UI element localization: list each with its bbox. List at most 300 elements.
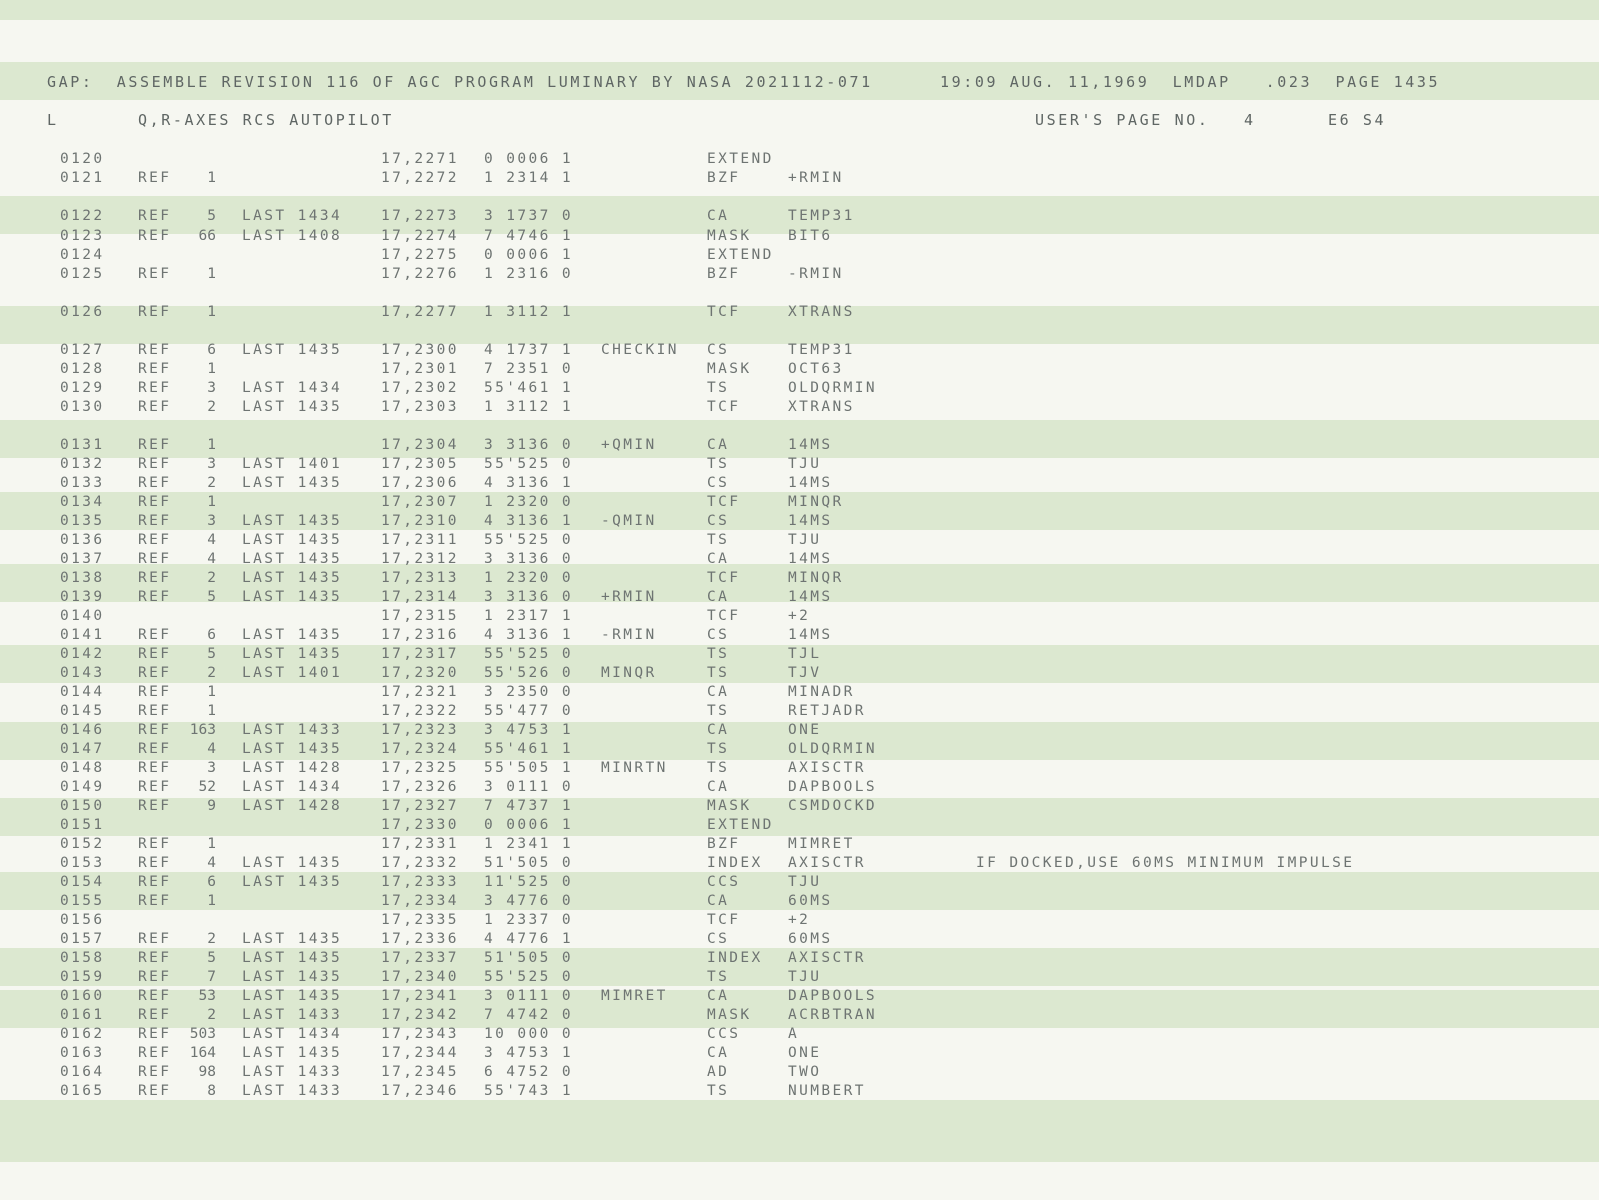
memory-address: 17,2337: [381, 950, 459, 966]
operand: MINQR: [788, 494, 844, 510]
memory-address: 17,2311: [381, 532, 459, 548]
opcode: CS: [707, 627, 730, 643]
line-number: 0146: [60, 722, 105, 738]
memory-address: 17,2305: [381, 456, 459, 472]
ref-tag: REF: [138, 551, 172, 567]
octal-word: 1 3112 1: [484, 399, 574, 415]
ref-count: 6: [207, 874, 216, 890]
operand: MINQR: [788, 570, 844, 586]
last-reference: LAST 1435: [242, 532, 343, 548]
operand: CSMDOCKD: [788, 798, 878, 814]
operand: +2: [788, 608, 811, 624]
ref-tag: REF: [138, 399, 172, 415]
octal-word: 11'525 0: [484, 874, 574, 890]
operand: TJU: [788, 874, 822, 890]
last-reference: LAST 1433: [242, 1083, 343, 1099]
last-reference: LAST 1435: [242, 399, 343, 415]
memory-address: 17,2344: [381, 1045, 459, 1061]
last-reference: LAST 1435: [242, 931, 343, 947]
header-line-1: [0, 73, 1599, 91]
listing-line: [0, 721, 1599, 739]
listing-line: [0, 873, 1599, 891]
ref-tag: REF: [138, 475, 172, 491]
ref-count: 3: [207, 456, 216, 472]
line-number: 0138: [60, 570, 105, 586]
operand: ONE: [788, 1045, 822, 1061]
operand: AXISCTR: [788, 855, 866, 871]
octal-word: 3 1737 0: [484, 208, 574, 224]
ref-tag: REF: [138, 1026, 172, 1042]
operand: TJU: [788, 532, 822, 548]
listing-line: [0, 227, 1599, 245]
operand: RETJADR: [788, 703, 866, 719]
opcode: CA: [707, 551, 730, 567]
listing-line: [0, 493, 1599, 511]
line-number: 0160: [60, 988, 105, 1004]
ref-tag: REF: [138, 779, 172, 795]
ref-tag: REF: [138, 170, 172, 186]
ref-tag: REF: [138, 969, 172, 985]
listing-line: [0, 645, 1599, 663]
symbol-label: MIMRET: [601, 988, 668, 1004]
octal-word: 3 3136 0: [484, 589, 574, 605]
last-reference: LAST 1428: [242, 798, 343, 814]
ref-tag: REF: [138, 1007, 172, 1023]
memory-address: 17,2345: [381, 1064, 459, 1080]
opcode: CS: [707, 342, 730, 358]
ref-count: 2: [207, 475, 216, 491]
last-reference: LAST 1433: [242, 1064, 343, 1080]
operand: TJU: [788, 456, 822, 472]
octal-word: 1 2317 1: [484, 608, 574, 624]
last-reference: LAST 1435: [242, 551, 343, 567]
line-number: 0122: [60, 208, 105, 224]
memory-address: 17,2325: [381, 760, 459, 776]
symbol-label: +RMIN: [601, 589, 657, 605]
ref-count: 1: [207, 304, 216, 320]
opcode: CCS: [707, 874, 741, 890]
octal-word: 1 3112 1: [484, 304, 574, 320]
operand: 14MS: [788, 513, 833, 529]
ref-tag: REF: [138, 494, 172, 510]
listing-line: [0, 607, 1599, 625]
listing-line: [0, 569, 1599, 587]
octal-word: 3 0111 0: [484, 988, 574, 1004]
opcode: TS: [707, 969, 730, 985]
last-reference: LAST 1435: [242, 969, 343, 985]
opcode: TCF: [707, 494, 741, 510]
ref-tag: REF: [138, 380, 172, 396]
line-number: 0152: [60, 836, 105, 852]
ref-count: 1: [207, 494, 216, 510]
ref-count: 2: [207, 665, 216, 681]
listing-line: [0, 207, 1599, 225]
ref-tag: REF: [138, 874, 172, 890]
last-reference: LAST 1434: [242, 380, 343, 396]
line-number: 0128: [60, 361, 105, 377]
ref-count: 5: [207, 646, 216, 662]
line-number: 0121: [60, 170, 105, 186]
opcode: CA: [707, 893, 730, 909]
memory-address: 17,2304: [381, 437, 459, 453]
memory-address: 17,2276: [381, 266, 459, 282]
last-reference: LAST 1433: [242, 722, 343, 738]
octal-word: 0 0006 1: [484, 151, 574, 167]
last-reference: LAST 1434: [242, 1026, 343, 1042]
ref-tag: REF: [138, 570, 172, 586]
operand: MINADR: [788, 684, 855, 700]
operand: 14MS: [788, 475, 833, 491]
ref-tag: REF: [138, 950, 172, 966]
last-reference: LAST 1433: [242, 1007, 343, 1023]
ref-count: 8: [207, 1083, 216, 1099]
line-number: 0161: [60, 1007, 105, 1023]
operand: 14MS: [788, 589, 833, 605]
operand: AXISCTR: [788, 760, 866, 776]
memory-address: 17,2333: [381, 874, 459, 890]
memory-address: 17,2343: [381, 1026, 459, 1042]
ref-tag: REF: [138, 988, 172, 1004]
last-reference: LAST 1401: [242, 456, 343, 472]
operand: TEMP31: [788, 208, 855, 224]
octal-word: 3 4753 1: [484, 722, 574, 738]
line-number: 0142: [60, 646, 105, 662]
ref-tag: REF: [138, 836, 172, 852]
ref-count: 1: [207, 266, 216, 282]
listing-line: [0, 626, 1599, 644]
line-number: 0165: [60, 1083, 105, 1099]
opcode: BZF: [707, 170, 741, 186]
last-reference: LAST 1435: [242, 475, 343, 491]
operand: TJV: [788, 665, 822, 681]
symbol-label: -QMIN: [601, 513, 657, 529]
last-reference: LAST 1428: [242, 760, 343, 776]
opcode: CS: [707, 513, 730, 529]
line-number: 0147: [60, 741, 105, 757]
memory-address: 17,2346: [381, 1083, 459, 1099]
octal-word: 51'505 0: [484, 950, 574, 966]
opcode: TCF: [707, 912, 741, 928]
memory-address: 17,2275: [381, 247, 459, 263]
ref-tag: REF: [138, 893, 172, 909]
line-number: 0153: [60, 855, 105, 871]
memory-address: 17,2316: [381, 627, 459, 643]
line-number: 0124: [60, 247, 105, 263]
memory-address: 17,2303: [381, 399, 459, 415]
last-reference: LAST 1435: [242, 570, 343, 586]
ref-count: 3: [207, 760, 216, 776]
listing-line: [0, 531, 1599, 549]
line-number: 0148: [60, 760, 105, 776]
opcode: TCF: [707, 570, 741, 586]
last-reference: LAST 1408: [242, 228, 343, 244]
opcode: TCF: [707, 304, 741, 320]
memory-address: 17,2313: [381, 570, 459, 586]
opcode: INDEX: [707, 950, 763, 966]
octal-word: 55'525 0: [484, 456, 574, 472]
octal-word: 1 2316 0: [484, 266, 574, 282]
ref-count: 163: [189, 722, 216, 738]
ref-count: 2: [207, 1007, 216, 1023]
ref-count: 66: [198, 228, 216, 244]
opcode: CS: [707, 931, 730, 947]
listing-line: [0, 360, 1599, 378]
line-number: 0127: [60, 342, 105, 358]
operand: XTRANS: [788, 399, 855, 415]
opcode: CA: [707, 988, 730, 1004]
opcode: TS: [707, 665, 730, 681]
octal-word: 4 3136 1: [484, 475, 574, 491]
listing-line: [0, 341, 1599, 359]
ref-count: 4: [207, 551, 216, 567]
memory-address: 17,2312: [381, 551, 459, 567]
octal-word: 3 2350 0: [484, 684, 574, 700]
header-date-page: 19:09 AUG. 11,1969 LMDAP .023 PAGE 1435: [940, 73, 1441, 91]
listing-line: [0, 1006, 1599, 1024]
listing-line: [0, 702, 1599, 720]
memory-address: 17,2336: [381, 931, 459, 947]
listing-line: [0, 379, 1599, 397]
opcode: TS: [707, 456, 730, 472]
opcode: AD: [707, 1064, 730, 1080]
line-number: 0158: [60, 950, 105, 966]
octal-word: 3 4776 0: [484, 893, 574, 909]
last-reference: LAST 1435: [242, 950, 343, 966]
ref-tag: REF: [138, 208, 172, 224]
listing-line: [0, 664, 1599, 682]
last-reference: LAST 1434: [242, 208, 343, 224]
ref-tag: REF: [138, 722, 172, 738]
octal-word: 1 2337 0: [484, 912, 574, 928]
ref-count: 1: [207, 684, 216, 700]
header-title: GAP: ASSEMBLE REVISION 116 OF AGC PROGRAM LUMINARY BY NASA 2021112-071: [47, 73, 873, 91]
ref-tag: REF: [138, 1083, 172, 1099]
ref-tag: REF: [138, 589, 172, 605]
memory-address: 17,2277: [381, 304, 459, 320]
octal-word: 7 4742 0: [484, 1007, 574, 1023]
line-number: 0164: [60, 1064, 105, 1080]
memory-address: 17,2324: [381, 741, 459, 757]
octal-word: 7 4737 1: [484, 798, 574, 814]
comment: IF DOCKED,USE 60MS MINIMUM IMPULSE: [976, 855, 1355, 871]
ref-count: 1: [207, 361, 216, 377]
ref-tag: REF: [138, 342, 172, 358]
last-reference: LAST 1435: [242, 855, 343, 871]
last-reference: LAST 1401: [242, 665, 343, 681]
operand: TJU: [788, 969, 822, 985]
ref-tag: REF: [138, 456, 172, 472]
listing-line: [0, 588, 1599, 606]
listing-line: [0, 759, 1599, 777]
opcode: TS: [707, 1083, 730, 1099]
listing-line: [0, 740, 1599, 758]
opcode: INDEX: [707, 855, 763, 871]
operand: DAPBOOLS: [788, 988, 878, 1004]
ref-count: 7: [207, 969, 216, 985]
last-reference: LAST 1435: [242, 646, 343, 662]
memory-address: 17,2335: [381, 912, 459, 928]
operand: OCT63: [788, 361, 844, 377]
octal-word: 4 3136 1: [484, 513, 574, 529]
ref-tag: REF: [138, 304, 172, 320]
section-title: Q,R-AXES RCS AUTOPILOT: [138, 111, 394, 129]
memory-address: 17,2327: [381, 798, 459, 814]
octal-word: 55'525 0: [484, 532, 574, 548]
listing-line: [0, 303, 1599, 321]
octal-word: 4 4776 1: [484, 931, 574, 947]
operand: BIT6: [788, 228, 833, 244]
octal-word: 55'526 0: [484, 665, 574, 681]
listing-line: [0, 398, 1599, 416]
opcode: MASK: [707, 361, 752, 377]
memory-address: 17,2330: [381, 817, 459, 833]
opcode: CA: [707, 1045, 730, 1061]
memory-address: 17,2273: [381, 208, 459, 224]
memory-address: 17,2271: [381, 151, 459, 167]
memory-address: 17,2321: [381, 684, 459, 700]
octal-word: 3 0111 0: [484, 779, 574, 795]
operand: 14MS: [788, 437, 833, 453]
opcode: TS: [707, 703, 730, 719]
opcode: CA: [707, 684, 730, 700]
octal-word: 1 2314 1: [484, 170, 574, 186]
ref-tag: REF: [138, 741, 172, 757]
last-reference: LAST 1435: [242, 342, 343, 358]
octal-word: 1 2320 0: [484, 494, 574, 510]
octal-word: 55'477 0: [484, 703, 574, 719]
memory-address: 17,2322: [381, 703, 459, 719]
octal-word: 4 3136 1: [484, 627, 574, 643]
operand: A: [788, 1026, 800, 1042]
symbol-label: +QMIN: [601, 437, 657, 453]
opcode: EXTEND: [707, 817, 774, 833]
line-number: 0149: [60, 779, 105, 795]
listing-line: [0, 1063, 1599, 1081]
ref-tag: REF: [138, 646, 172, 662]
memory-address: 17,2306: [381, 475, 459, 491]
operand: 14MS: [788, 627, 833, 643]
listing-line: [0, 797, 1599, 815]
operand: XTRANS: [788, 304, 855, 320]
ref-count: 4: [207, 741, 216, 757]
listing-line: [0, 778, 1599, 796]
memory-address: 17,2315: [381, 608, 459, 624]
last-reference: LAST 1435: [242, 741, 343, 757]
line-number: 0144: [60, 684, 105, 700]
operand: TWO: [788, 1064, 822, 1080]
listing-line: [0, 1025, 1599, 1043]
opcode: CS: [707, 475, 730, 491]
octal-word: 4 1737 1: [484, 342, 574, 358]
octal-word: 55'461 1: [484, 741, 574, 757]
ref-count: 4: [207, 532, 216, 548]
memory-address: 17,2301: [381, 361, 459, 377]
octal-word: 10 000 0: [484, 1026, 574, 1042]
line-number: 0155: [60, 893, 105, 909]
ref-count: 1: [207, 437, 216, 453]
octal-word: 55'461 1: [484, 380, 574, 396]
listing-line: [0, 930, 1599, 948]
octal-word: 6 4752 0: [484, 1064, 574, 1080]
ref-tag: REF: [138, 665, 172, 681]
line-number: 0131: [60, 437, 105, 453]
memory-address: 17,2341: [381, 988, 459, 1004]
ref-tag: REF: [138, 798, 172, 814]
octal-word: 3 3136 0: [484, 437, 574, 453]
operand: 60MS: [788, 893, 833, 909]
last-reference: LAST 1434: [242, 779, 343, 795]
header-line-2: [0, 111, 1599, 129]
memory-address: 17,2320: [381, 665, 459, 681]
line-number: 0159: [60, 969, 105, 985]
ref-tag: REF: [138, 532, 172, 548]
ref-count: 503: [189, 1026, 216, 1042]
ref-tag: REF: [138, 266, 172, 282]
opcode: CA: [707, 722, 730, 738]
ref-count: 1: [207, 170, 216, 186]
last-reference: LAST 1435: [242, 513, 343, 529]
listing-line: [0, 683, 1599, 701]
ref-count: 2: [207, 399, 216, 415]
operand: OLDQRMIN: [788, 380, 878, 396]
opcode: TS: [707, 532, 730, 548]
listing-line: [0, 816, 1599, 834]
operand: TJL: [788, 646, 822, 662]
header-suffix: E6 S4: [1328, 111, 1387, 129]
symbol-label: CHECKIN: [601, 342, 679, 358]
listing-line: [0, 550, 1599, 568]
line-number: 0154: [60, 874, 105, 890]
opcode: EXTEND: [707, 247, 774, 263]
operand: 14MS: [788, 551, 833, 567]
listing-line: [0, 436, 1599, 454]
ref-count: 2: [207, 931, 216, 947]
symbol-label: MINQR: [601, 665, 657, 681]
ref-tag: REF: [138, 855, 172, 871]
symbol-label: -RMIN: [601, 627, 657, 643]
opcode: BZF: [707, 836, 741, 852]
line-number: 0133: [60, 475, 105, 491]
memory-address: 17,2317: [381, 646, 459, 662]
octal-word: 55'743 1: [484, 1083, 574, 1099]
listing-line: [0, 949, 1599, 967]
operand: ACRBTRAN: [788, 1007, 878, 1023]
last-reference: LAST 1435: [242, 1045, 343, 1061]
ref-count: 5: [207, 208, 216, 224]
ref-count: 1: [207, 893, 216, 909]
line-number: 0143: [60, 665, 105, 681]
ref-tag: REF: [138, 627, 172, 643]
memory-address: 17,2334: [381, 893, 459, 909]
ref-tag: REF: [138, 760, 172, 776]
operand: 60MS: [788, 931, 833, 947]
line-number: 0136: [60, 532, 105, 548]
opcode: TS: [707, 741, 730, 757]
listing-line: [0, 455, 1599, 473]
opcode: TS: [707, 380, 730, 396]
listing-line: [0, 246, 1599, 264]
operand: -RMIN: [788, 266, 844, 282]
opcode: CA: [707, 208, 730, 224]
opcode: TCF: [707, 608, 741, 624]
ref-count: 2: [207, 570, 216, 586]
listing-line: [0, 968, 1599, 986]
header-code: L: [47, 111, 59, 129]
octal-word: 7 4746 1: [484, 228, 574, 244]
line-number: 0130: [60, 399, 105, 415]
ref-tag: REF: [138, 437, 172, 453]
line-number: 0126: [60, 304, 105, 320]
